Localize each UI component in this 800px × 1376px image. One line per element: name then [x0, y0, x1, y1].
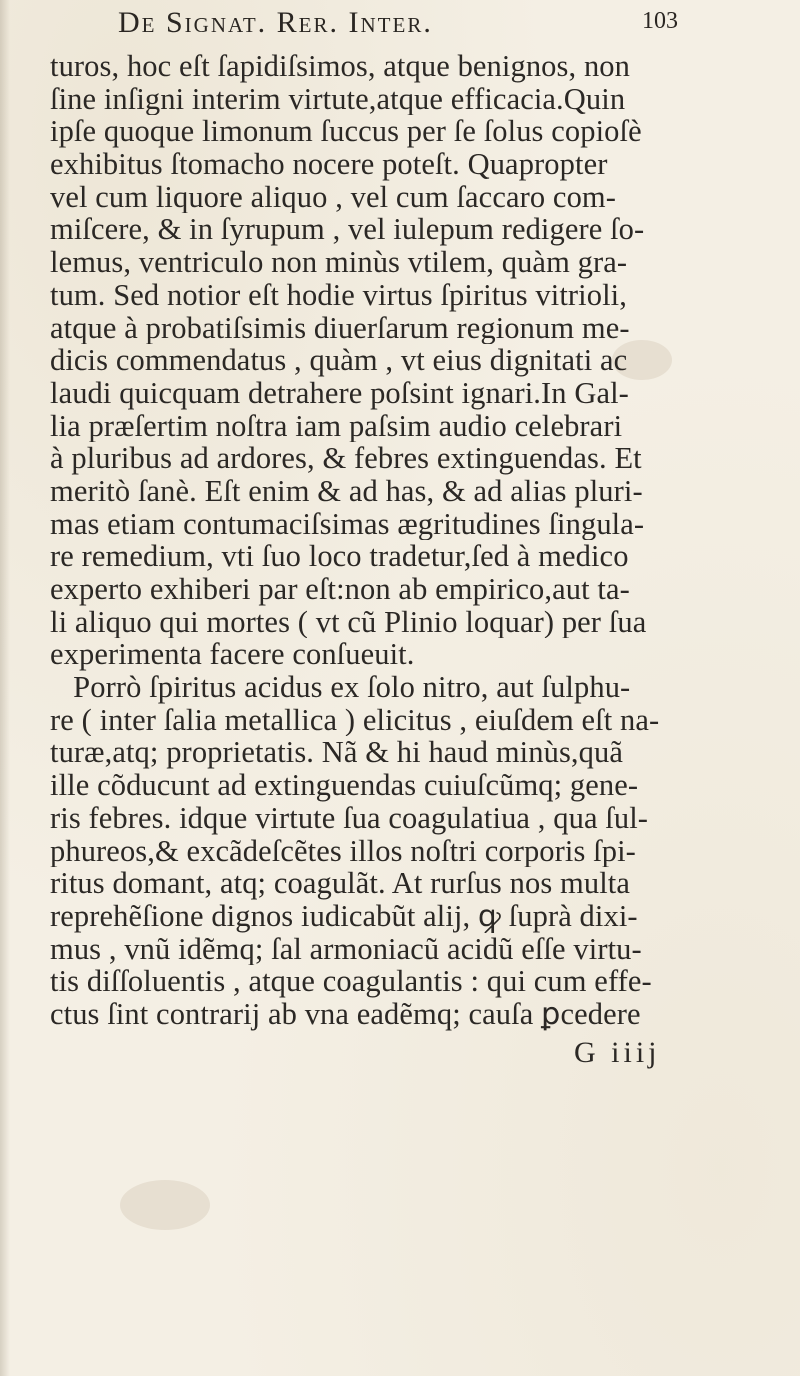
- text-line: vel cum liquore aliquo , vel cum ſaccaro com-: [50, 180, 616, 214]
- text-line: ſine inſigni interim virtute,atque efficacia.Quin: [50, 82, 626, 116]
- text-line: li aliquo qui mortes ( vt cũ Plinio loquar) per ſua: [50, 605, 647, 639]
- text-line: tis diſſoluentis , atque coagulantis : qui cum effe-: [50, 965, 652, 998]
- text-line: lia præſertim noſtra iam paſsim audio celebrari: [50, 409, 623, 443]
- running-title: De Signat. Rer. Inter.: [118, 6, 433, 39]
- text-line: reprehẽſione dignos iudicabũt alij, ꝙ ſuprà dixi-: [50, 899, 638, 933]
- text-line: Porrò ſpiritus acidus ex ſolo nitro, aut ſulphu-: [50, 671, 631, 704]
- text-line: turos, hoc eſt ſapidiſsimos, atque benignos, non: [50, 50, 630, 83]
- text-line: ritus domant, atq; coagulãt. At rurſus nos multa: [50, 867, 630, 900]
- text-line: mas etiam contumaciſsimas ægritudines ſingula-: [50, 507, 645, 541]
- text-line: meritò ſanè. Eſt enim & ad has, & ad alias pluri-: [50, 474, 643, 508]
- text-line: à pluribus ad ardores, & febres extinguendas. Et: [50, 442, 642, 475]
- text-line: dicis commendatus , quàm , vt eius dignitati ac: [50, 344, 628, 377]
- body-text: [50, 50, 770, 1031]
- text-line: experimenta facere conſueuit.: [50, 638, 415, 672]
- text-line: ipſe quoque limonum ſuccus per ſe ſolus copioſè: [50, 115, 642, 149]
- text-line: mus , vnũ idẽmq; ſal armoniacũ acidũ eſſe virtu-: [50, 932, 642, 966]
- text-line: re ( inter ſalia metallica ) elicitus , eiuſdem eſt na-: [50, 703, 660, 737]
- text-line: lemus, ventriculo non minùs vtilem, quàm gra-: [50, 246, 628, 279]
- text-line: turæ,atq; proprietatis. Nã & hi haud minùs,quã: [50, 736, 623, 770]
- page-edge-shadow: [0, 0, 10, 1376]
- running-head: [118, 6, 678, 46]
- text-line: laudi quicquam detrahere poſsint ignari.In Gal-: [50, 376, 629, 410]
- text-line: ctus ſint contrarij ab vna eadẽmq; cauſa ꝑcedere: [50, 997, 641, 1031]
- paper-stain: [120, 1180, 210, 1230]
- text-line: ille cõducunt ad extinguendas cuiuſcũmq; gene-: [50, 769, 639, 802]
- text-line: ris febres. idque virtute ſua coagulatiua , qua ſul-: [50, 801, 649, 835]
- page-number: 103: [642, 8, 678, 34]
- text-line: experto exhiberi par eſt:non ab empirico,aut ta-: [50, 573, 630, 606]
- text-line: miſcere, & in ſyrupum , vel iulepum redigere ſo-: [50, 213, 645, 247]
- text-line: exhibitus ſtomacho nocere poteſt. Quapropter: [50, 148, 608, 181]
- text-line: re remedium, vti ſuo loco tradetur,ſed à medico: [50, 540, 629, 573]
- signature-mark: G iiij: [574, 1036, 661, 1069]
- text-line: tum. Sed notior eſt hodie virtus ſpiritus vitrioli,: [50, 278, 627, 312]
- text-line: atque à probatiſsimis diuerſarum regionum me-: [50, 311, 630, 345]
- text-line: phureos,& excãdeſcẽtes illos noſtri corporis ſpi-: [50, 834, 636, 868]
